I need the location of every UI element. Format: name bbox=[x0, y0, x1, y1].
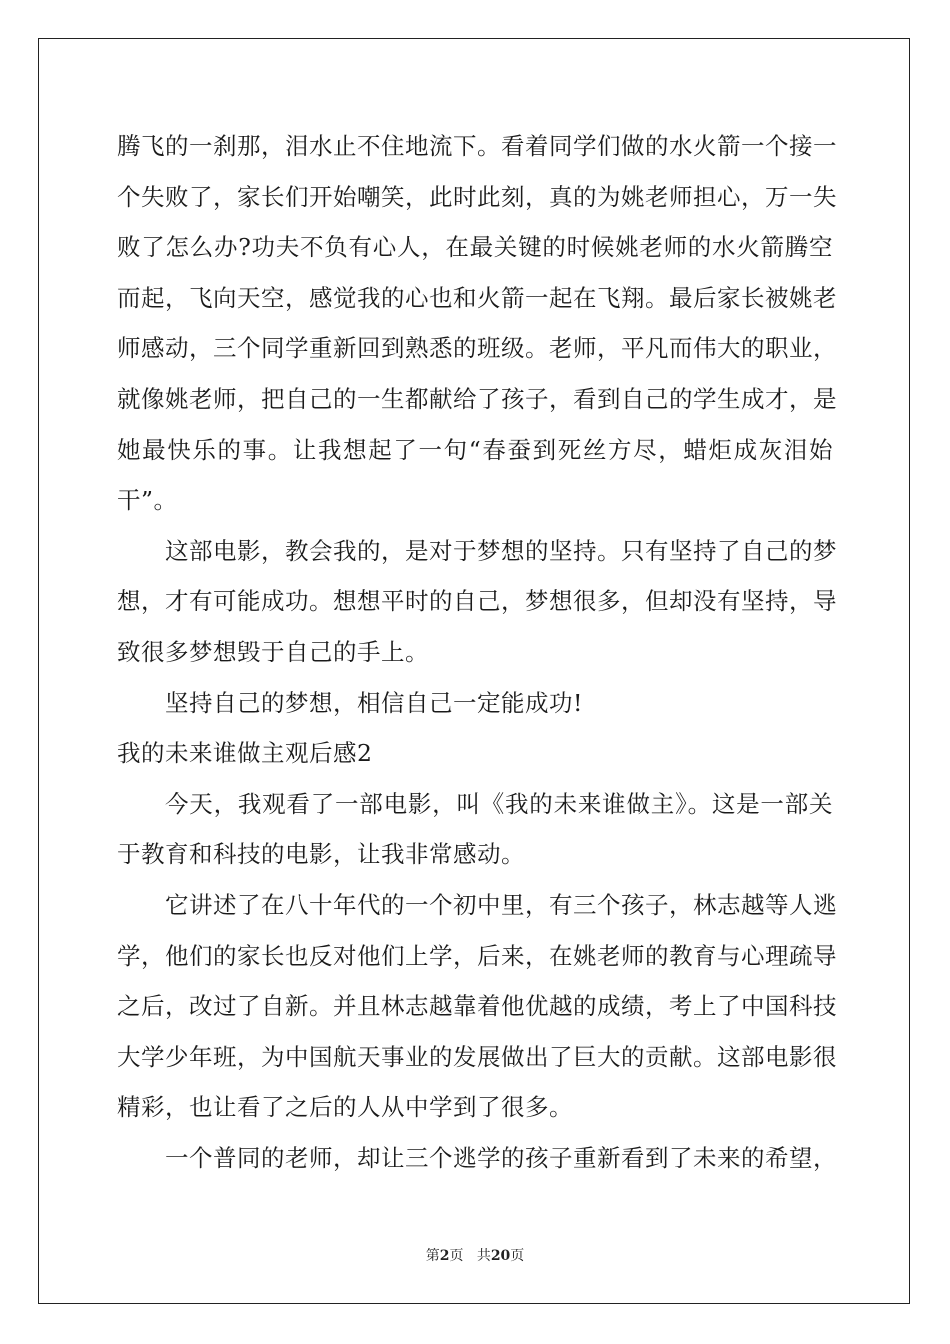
page-number: 2 bbox=[439, 1248, 450, 1264]
text-line: 致很多梦想毁于自己的手上。 bbox=[117, 637, 429, 666]
text-line: 这部电影，教会我的，是对于梦想的坚持。只有坚持了自己的梦 bbox=[165, 536, 837, 565]
page-label-suffix: 页 bbox=[449, 1248, 464, 1264]
text-line: 想，才有可能成功。想想平时的自己，梦想很多，但却没有坚持，导 bbox=[117, 587, 837, 616]
text-line: 坚持自己的梦想，相信自己一定能成功! bbox=[165, 688, 583, 717]
text-line: 一个普同的老师，却让三个逃学的孩子重新看到了未来的希望， bbox=[165, 1143, 837, 1172]
text-line: 之后，改过了自新。并且林志越靠着他优越的成绩，考上了中国科技 bbox=[117, 992, 837, 1021]
text-line: 腾飞的一刹那，泪水止不住地流下。看着同学们做的水火箭一个接一 bbox=[117, 132, 837, 160]
text-line: 她最快乐的事。让我想起了一句“春蚕到死丝方尽，蜡炬成灰泪始 bbox=[117, 435, 833, 464]
text-line: 而起，飞向天空，感觉我的心也和火箭一起在飞翔。最后家长被姚老 bbox=[117, 283, 837, 312]
text-line: 败了怎么办?功夫不负有心人，在最关键的时候姚老师的水火箭腾空 bbox=[117, 233, 833, 262]
text-line: 大学少年班，为中国航天事业的发展做出了巨大的贡献。这部电影很 bbox=[117, 1042, 837, 1071]
text-line: 学，他们的家长也反对他们上学，后来，在姚老师的教育与心理疏导 bbox=[117, 941, 837, 970]
text-line: 它讲述了在八十年代的一个初中里，有三个孩子，林志越等人逃 bbox=[165, 890, 837, 919]
document-body bbox=[117, 121, 837, 1183]
section-heading: 我的未来谁做主观后感2 bbox=[117, 739, 373, 768]
text-line: 干”。 bbox=[117, 486, 178, 515]
text-line: 精彩，也让看了之后的人从中学到了很多。 bbox=[117, 1093, 573, 1122]
total-pages: 20 bbox=[490, 1248, 511, 1264]
text-line: 今天，我观看了一部电影，叫《我的未来谁做主》。这是一部关 bbox=[165, 789, 833, 818]
text-line: 于教育和科技的电影，让我非常感动。 bbox=[117, 840, 525, 869]
total-label-prefix: 共 bbox=[476, 1248, 491, 1264]
text-line: 师感动，三个同学重新回到熟悉的班级。老师，平凡而伟大的职业， bbox=[117, 334, 837, 363]
total-label-suffix: 页 bbox=[510, 1248, 525, 1264]
page-label-prefix: 第 bbox=[425, 1248, 440, 1264]
text-line: 就像姚老师，把自己的一生都献给了孩子，看到自己的学生成才，是 bbox=[117, 384, 837, 413]
page-footer bbox=[0, 1245, 950, 1265]
text-line: 个失败了，家长们开始嘲笑，此时此刻，真的为姚老师担心，万一失 bbox=[117, 182, 837, 211]
